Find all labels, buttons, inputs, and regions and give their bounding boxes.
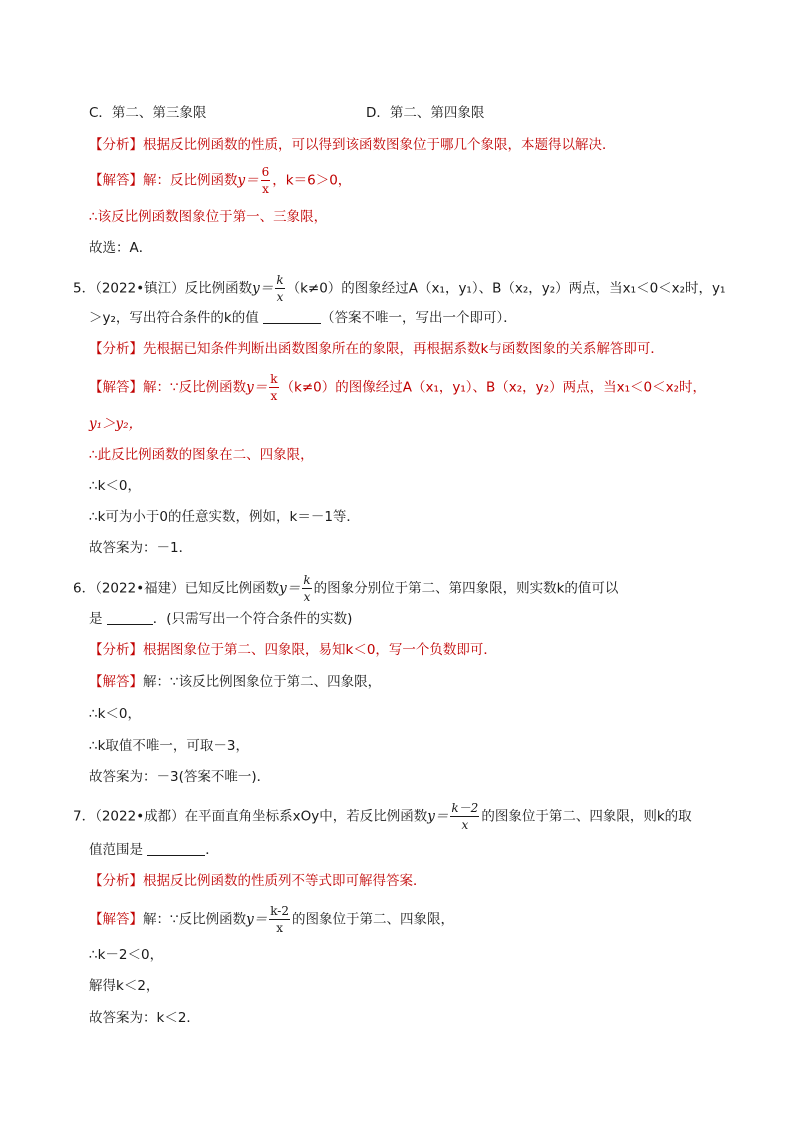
q7-stem-line2 xyxy=(89,840,219,860)
q7-answer xyxy=(89,905,454,934)
q4-line3: 故选：A． xyxy=(89,240,153,256)
fraction xyxy=(269,373,278,402)
q6-stem1: 的图象分别位于第二、第四象限，则实数k的值可以 xyxy=(313,580,619,597)
q6-stem2a: 是 xyxy=(89,611,103,627)
y-equals: y＝ xyxy=(246,379,268,396)
q6-stem-line1 xyxy=(73,574,618,603)
answer-pre: 解：∵反比例函数 xyxy=(143,379,247,396)
q5-line2: ∴此反比例函数的图象在二、四象限， xyxy=(89,447,314,463)
fraction xyxy=(269,905,290,934)
fraction-denominator: x xyxy=(276,921,283,935)
answer-text: 解：∵该反比例图象位于第二、四象限， xyxy=(143,674,382,690)
analysis-tag: 【分析】 xyxy=(89,873,143,889)
fraction xyxy=(302,574,311,603)
q4-line2: ∴该反比例函数图象位于第一、三象限， xyxy=(89,209,328,225)
answer-blank xyxy=(147,843,205,856)
q5-head: 5．（2022•镇江）反比例函数 xyxy=(73,280,253,297)
answer-post: 的图象位于第二、四象限， xyxy=(291,911,454,928)
fraction xyxy=(275,274,284,303)
answer-post: （k≠0）的图像经过A（x₁，y₁）、B（x₂，y₂）两点，当x₁＜0＜x₂时， xyxy=(280,379,706,396)
q7-line3: 解得k＜2， xyxy=(89,978,160,994)
fraction-numerator: k xyxy=(303,573,311,587)
option-c: C．第二、第三象限 xyxy=(89,105,207,121)
answer-tag: 【解答】 xyxy=(89,911,143,928)
analysis-text: 根据图象位于第二、四象限，易知k＜0，写一个负数即可． xyxy=(143,642,497,658)
analysis-text: 根据反比例函数的性质列不等式即可解得答案． xyxy=(143,873,427,889)
q6-stem2b: ．(只需写出一个符合条件的实数) xyxy=(152,611,353,627)
y-equals: y＝ xyxy=(252,280,274,297)
answer-tag: 【解答】 xyxy=(89,674,143,690)
q5-line5: 故答案为：－1． xyxy=(89,540,193,556)
q5-answer xyxy=(89,373,706,402)
answer-pre: 解：∵反比例函数 xyxy=(143,911,247,928)
q6-line2: ∴k＜0， xyxy=(89,706,141,722)
analysis-text: 先根据已知条件判断出函数图象所在的象限，再根据系数k与函数图象的关系解答即可． xyxy=(143,341,664,357)
answer-pre: 解：反比例函数 xyxy=(143,172,238,189)
q5-stem-line2 xyxy=(89,308,517,328)
q7-head: 7．（2022•成都）在平面直角坐标系xOy中，若反比例函数 xyxy=(73,808,428,825)
fraction-numerator: 6 xyxy=(261,165,270,179)
q6-analysis xyxy=(89,640,497,660)
q7-stem2a: 值范围是 xyxy=(89,842,143,858)
fraction-denominator: x xyxy=(303,590,311,604)
q5-stem2b: （答案不唯一，写出一个即可）． xyxy=(321,310,517,326)
q5-analysis xyxy=(89,339,664,359)
y-equals: y＝ xyxy=(237,172,259,189)
q5-line-y: y₁＞y₂， xyxy=(89,416,143,432)
fraction-denominator: x xyxy=(461,818,469,832)
analysis-tag: 【分析】 xyxy=(89,137,143,153)
q6-answer xyxy=(89,672,381,692)
q7-stem-line1 xyxy=(73,802,692,831)
answer-tag: 【解答】 xyxy=(89,172,143,189)
option-d: D．第二、第四象限 xyxy=(366,105,485,121)
q6-stem-line2 xyxy=(89,609,352,629)
fraction xyxy=(450,802,479,831)
fraction-numerator: k xyxy=(270,372,278,386)
analysis-tag: 【分析】 xyxy=(89,642,143,658)
q7-line2: ∴k－2＜0， xyxy=(89,947,164,963)
q4-analysis xyxy=(89,135,616,155)
q7-line4: 故答案为：k＜2． xyxy=(89,1010,200,1026)
fraction-denominator: x xyxy=(262,182,269,196)
fraction-numerator: k－2 xyxy=(451,801,479,815)
answer-tag: 【解答】 xyxy=(89,379,143,396)
fraction-numerator: k xyxy=(276,273,284,287)
q7-stem2b: ． xyxy=(205,842,219,858)
fraction-denominator: x xyxy=(270,389,278,403)
q6-line3: ∴k取值不唯一，可取－3， xyxy=(89,738,249,754)
q5-stem1: （k≠0）的图象经过A（x₁，y₁）、B（x₂，y₂）两点，当x₁＜0＜x₂时，y₁ xyxy=(286,280,726,297)
answer-blank xyxy=(263,311,321,324)
q4-answer xyxy=(89,166,351,195)
q5-line4: ∴k可为小于0的任意实数，例如，k＝－1等． xyxy=(89,509,360,525)
y-equals: y＝ xyxy=(246,911,268,928)
q6-line4: 故答案为：－3(答案不唯一)． xyxy=(89,769,271,785)
q5-stem-line1 xyxy=(73,274,725,303)
fraction-denominator: x xyxy=(276,290,284,304)
y-equals: y＝ xyxy=(279,580,301,597)
analysis-tag: 【分析】 xyxy=(89,341,143,357)
fraction xyxy=(261,166,271,195)
q7-analysis xyxy=(89,871,427,891)
y-equals: y＝ xyxy=(427,808,449,825)
q7-stem1: 的图象位于第二、四象限，则k的取 xyxy=(481,808,692,825)
answer-post: ，k＝6＞0， xyxy=(272,172,352,189)
q6-head: 6．（2022•福建）已知反比例函数 xyxy=(73,580,280,597)
fraction-numerator: k-2 xyxy=(270,904,289,918)
analysis-text: 根据反比例函数的性质，可以得到该函数图象位于哪几个象限，本题得以解决． xyxy=(143,137,616,153)
answer-blank xyxy=(107,612,153,625)
q5-line3: ∴k＜0， xyxy=(89,478,141,494)
q5-stem2a: ＞y₂，写出符合条件的k的值 xyxy=(89,310,259,326)
